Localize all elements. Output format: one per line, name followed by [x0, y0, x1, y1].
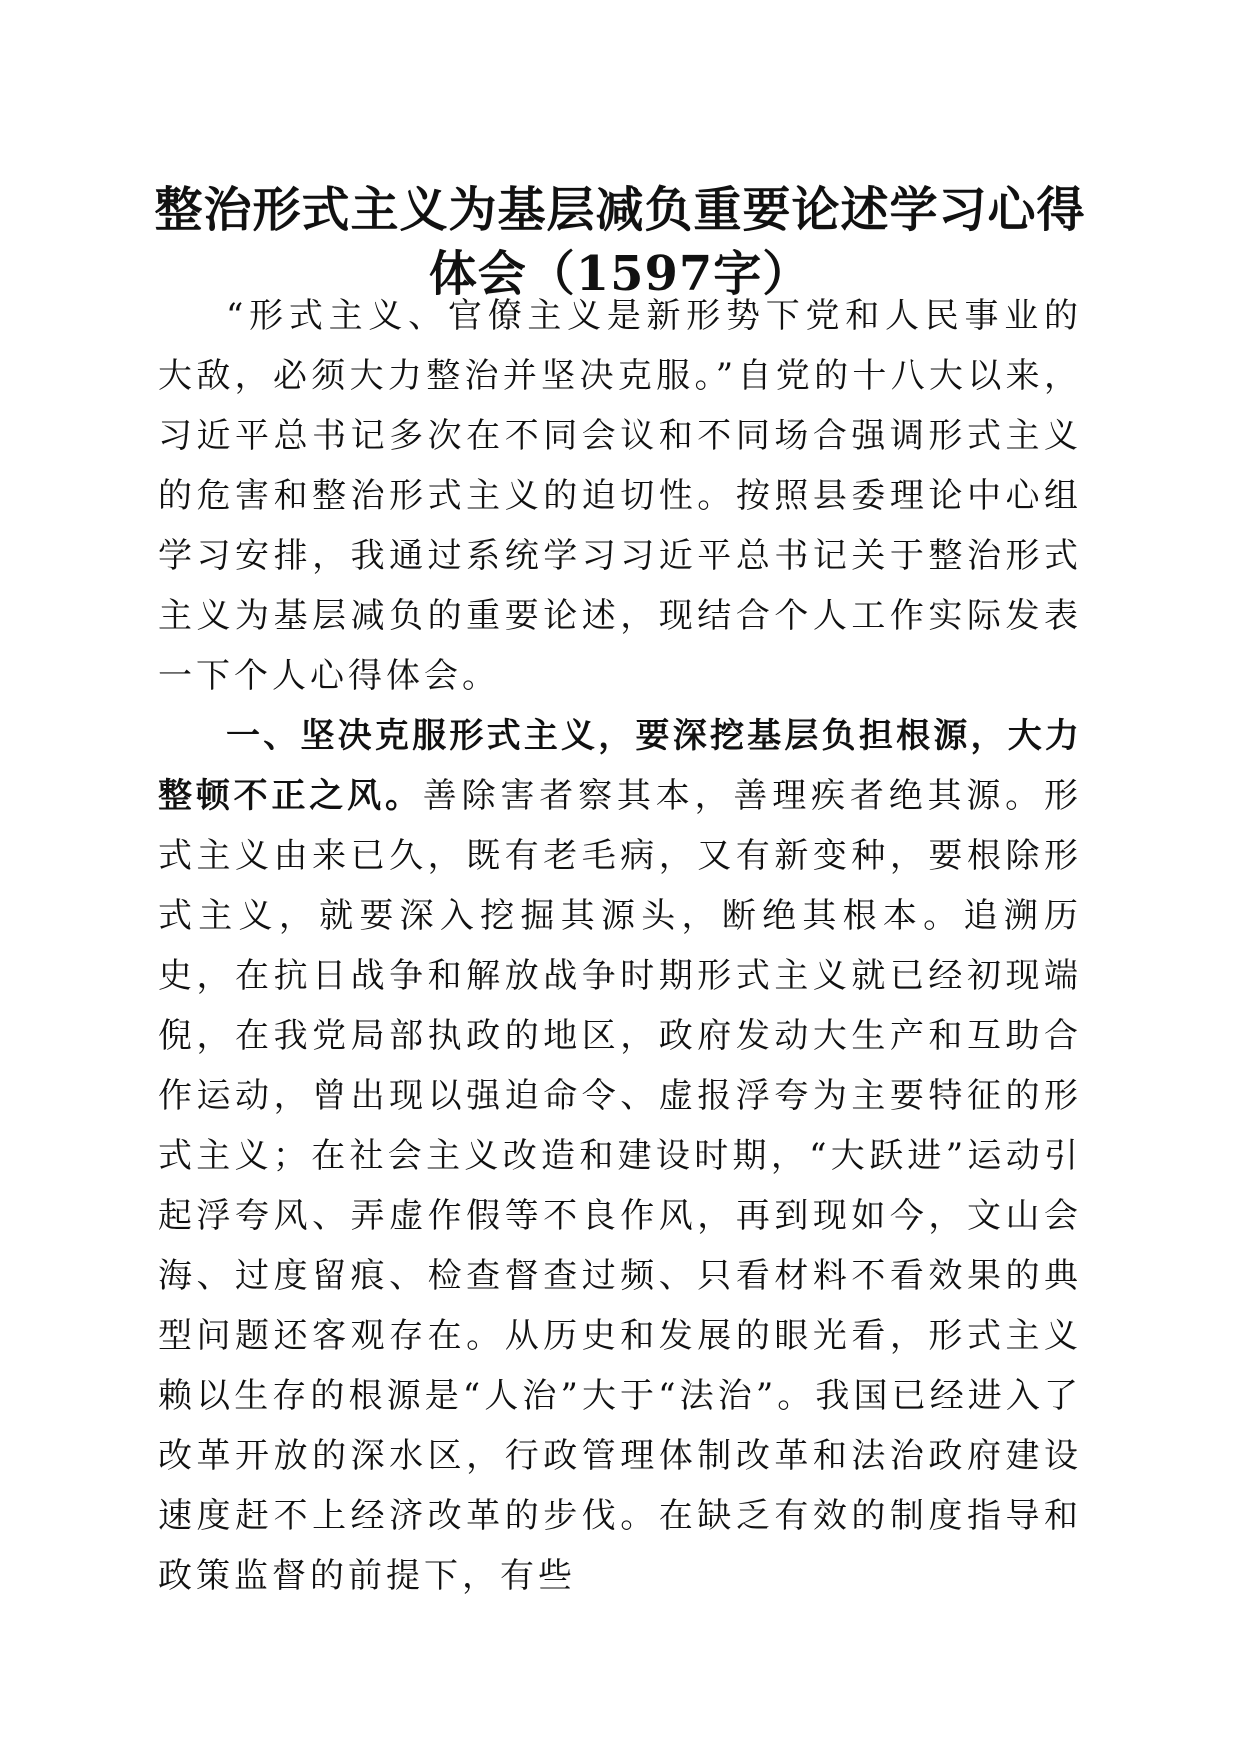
intro-paragraph: “形式主义、官僚主义是新形势下党和人民事业的大敌，必须大力整治并坚决克服。”自党的十八大以来，习近平总书记多次在不同会议和不同场合强调形式主义的危害和整治形式主义的迫切性。按照县委理论中心组学习安排，我通过系统学习习近平总书记关于整治形式主义为基层减负的重要论述，现结合个人工作实际发表一下个人心得体会。 [158, 296, 1082, 696]
section-1-paragraph [158, 706, 1082, 1606]
document-title: 整治形式主义为基层减负重要论述学习心得体会（1597字） [154, 182, 1086, 302]
document-body [158, 286, 1082, 1606]
section-1-body: 善除害者察其本，善理疾者绝其源。形式主义由来已久，既有老毛病，又有新变种，要根除形式主义，就要深入挖掘其源头，断绝其根本。追溯历史，在抗日战争和解放战争时期形式主义就已经初现端倪，在我党局部执政的地区，政府发动大生产和互助合作运动，曾出现以强迫命令、虚报浮夸为主要特征的形式主义；在社会主义改造和建设时期，“大跃进”运动引起浮夸风、弄虚作假等不良作风，再到现如今，文山会海、过度留痕、检查督查过频、只看材料不看效果的典型问题还客观存在。从历史和发展的眼光看，形式主义赖以生存的根源是“人治”大于“法治”。我国已经进入了改革开放的深水区，行政管理体制改革和法治政府建设速度赶不上经济改革的步伐。在缺乏有效的制度指导和政策监督的前提下，有些 [158, 776, 1083, 1596]
section-1-heading: 一、坚决克服形式主义，要深挖基层负担根源，大力整顿不正之风。 [158, 716, 1082, 816]
